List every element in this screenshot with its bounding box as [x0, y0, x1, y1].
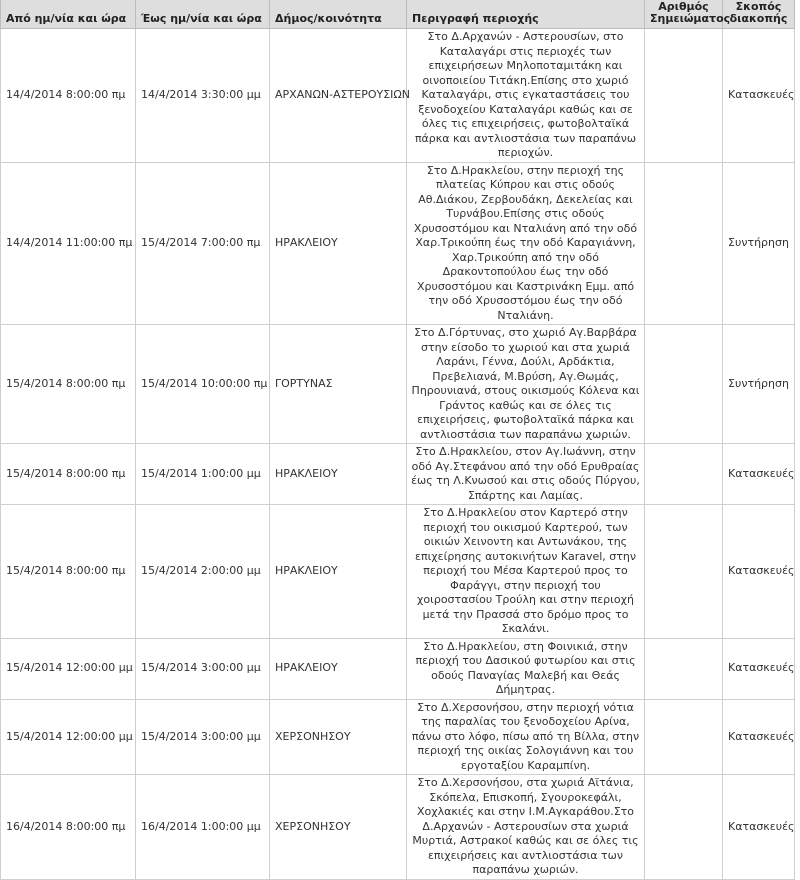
cell-purpose: Κατασκευές: [723, 29, 795, 163]
cell-description: Στο Δ.Χερσονήσου, στην περιοχή νότια της παραλίας του ξενοδοχείου Αρίνα, πάνω στο λόφο, πίσω από τη Βίλλα, στην περιοχή της οικίας Σολογιάννη και του εργοταξίου Καραμπίνη.: [407, 699, 645, 775]
cell-description: Στο Δ.Αρχανών - Αστερουσίων, στο Καταλαγάρι στις περιοχές των επιχειρήσεων Μηλοποταμιτάκη και οινοποιείου Τιτάκη.Επίσης στο χωριό Καταλαγάρι, στις εγκαταστάσεις του ξενοδοχείου Καταλαγάρι καθώς και σε όλες τις επιχειρήσεις, φωτοβολταϊκά πάρκα και αντλιοστάσια των παραπάνω περιοχών.: [407, 29, 645, 163]
header-municipality: Δήμος/κοινότητα: [270, 0, 407, 29]
table-row: [1, 699, 795, 775]
cell-municipality: ΗΡΑΚΛΕΙΟΥ: [270, 162, 407, 325]
cell-from: 15/4/2014 12:00:00 μμ: [1, 638, 136, 699]
cell-to: 15/4/2014 3:00:00 μμ: [136, 699, 270, 775]
cell-note-number: [645, 444, 723, 505]
cell-to: 16/4/2014 1:00:00 μμ: [136, 775, 270, 880]
cell-purpose: Συντήρηση: [723, 162, 795, 325]
table-row: [1, 505, 795, 639]
table-row: [1, 29, 795, 163]
table-row: [1, 444, 795, 505]
cell-purpose: Κατασκευές: [723, 699, 795, 775]
cell-from: 15/4/2014 8:00:00 πμ: [1, 505, 136, 639]
cell-to: 15/4/2014 1:00:00 μμ: [136, 444, 270, 505]
cell-description: Στο Δ.Ηρακλείου, στον Αγ.Ιωάννη, στην οδό Αγ.Στεφάνου από την οδό Ερυθραίας έως τη Λ.Κνωσού και στις οδούς Πύργου, Σπάρτης και Λαμίας.: [407, 444, 645, 505]
cell-municipality: ΑΡΧΑΝΩΝ-ΑΣΤΕΡΟΥΣΙΩΝ: [270, 29, 407, 163]
header-row: [1, 0, 795, 29]
cell-note-number: [645, 29, 723, 163]
cell-from: 15/4/2014 12:00:00 μμ: [1, 699, 136, 775]
table-row: [1, 325, 795, 444]
table-row: [1, 775, 795, 880]
cell-to: 15/4/2014 10:00:00 πμ: [136, 325, 270, 444]
cell-from: 14/4/2014 8:00:00 πμ: [1, 29, 136, 163]
cell-description: Στο Δ.Ηρακλείου, στην περιοχή της πλατείας Κύπρου και στις οδούς Αθ.Διάκου, Ζερβουδάκη, Δεκελείας και Τυρνάβου.Επίσης στις οδούς Χρυσοστόμου και Νταλιάνη από την οδό Χαρ.Τρικούπη έως την οδό Καραγιάννη, Χαρ.Τρικούπη από την οδό Δρακοντοπούλου έως την οδό Χρυσοστόμου και Καστρινάκη Εμμ. από την οδό Χρυσοστόμου έως την οδό Νταλιάνη.: [407, 162, 645, 325]
cell-note-number: [645, 325, 723, 444]
cell-description: Στο Δ.Χερσονήσου, στα χωριά Αϊτάνια, Σκόπελα, Επισκοπή, Σγουροκεφάλι, Χοχλακιές και στην Ι.Μ.Αγκαράθου.Στο Δ.Αρχανών - Αστερουσίων στα χωριά Μυρτιά, Αστρακοί καθώς και σε όλες τις επιχειρήσεις και αντλιοστάσια των παραπάνω χωριών.: [407, 775, 645, 880]
cell-note-number: [645, 775, 723, 880]
cell-municipality: ΗΡΑΚΛΕΙΟΥ: [270, 638, 407, 699]
cell-municipality: ΗΡΑΚΛΕΙΟΥ: [270, 505, 407, 639]
cell-from: 16/4/2014 8:00:00 πμ: [1, 775, 136, 880]
cell-purpose: Κατασκευές: [723, 444, 795, 505]
cell-from: 15/4/2014 8:00:00 πμ: [1, 444, 136, 505]
cell-to: 15/4/2014 3:00:00 μμ: [136, 638, 270, 699]
cell-purpose: Κατασκευές: [723, 638, 795, 699]
cell-municipality: ΧΕΡΣΟΝΗΣΟΥ: [270, 775, 407, 880]
cell-note-number: [645, 162, 723, 325]
table-row: [1, 638, 795, 699]
cell-purpose: Κατασκευές: [723, 775, 795, 880]
cell-description: Στο Δ.Ηρακλείου στον Καρτερό στην περιοχή του οικισμού Καρτερού, των οικιών Χεινοντη και Αντωνάκου, της επιχείρησης αυτοκινήτων Karavel, στην περιοχή του Μέσα Καρτερού προς το Φαράγγι, στην περιοχή του χοιροστασίου Τρούλη και στην περιοχή μετά την Πρασσά στο δρόμο προς το Σκαλάνι.: [407, 505, 645, 639]
cell-to: 14/4/2014 3:30:00 μμ: [136, 29, 270, 163]
cell-municipality: ΧΕΡΣΟΝΗΣΟΥ: [270, 699, 407, 775]
header-note-number: Αριθμός Σημειώματος: [645, 0, 723, 29]
cell-description: Στο Δ.Ηρακλείου, στη Φοινικιά, στην περιοχή του Δασικού φυτωρίου και στις οδούς Παναγίας Μαλεβή και Θεάς Δήμητρας.: [407, 638, 645, 699]
cell-note-number: [645, 699, 723, 775]
header-purpose: Σκοπός διακοπής: [723, 0, 795, 29]
cell-from: 14/4/2014 11:00:00 πμ: [1, 162, 136, 325]
header-from: Από ημ/νία και ώρα: [1, 0, 136, 29]
cell-note-number: [645, 505, 723, 639]
cell-to: 15/4/2014 7:00:00 πμ: [136, 162, 270, 325]
cell-municipality: ΗΡΑΚΛΕΙΟΥ: [270, 444, 407, 505]
cell-description: Στο Δ.Γόρτυνας, στο χωριό Αγ.Βαρβάρα στην είσοδο το χωριού και στα χωριά Λαράνι, Γέννα, Δούλι, Αρδάκτια, Πρεβελιανά, Μ.Βρύση, Αγ.Θωμάς, Πηρουνιανά, στους οικισμούς Κόλενα και Γράντος καθώς και σε όλες τις επιχειρήσεις, φωτοβολταϊκά πάρκα και αντλιοστάσια των παραπάνω χωριών.: [407, 325, 645, 444]
cell-note-number: [645, 638, 723, 699]
table-row: [1, 162, 795, 325]
cell-from: 15/4/2014 8:00:00 πμ: [1, 325, 136, 444]
header-description: Περιγραφή περιοχής: [407, 0, 645, 29]
cell-to: 15/4/2014 2:00:00 μμ: [136, 505, 270, 639]
cell-purpose: Κατασκευές: [723, 505, 795, 639]
cell-purpose: Συντήρηση: [723, 325, 795, 444]
header-to: Έως ημ/νία και ώρα: [136, 0, 270, 29]
cell-municipality: ΓΟΡΤΥΝΑΣ: [270, 325, 407, 444]
